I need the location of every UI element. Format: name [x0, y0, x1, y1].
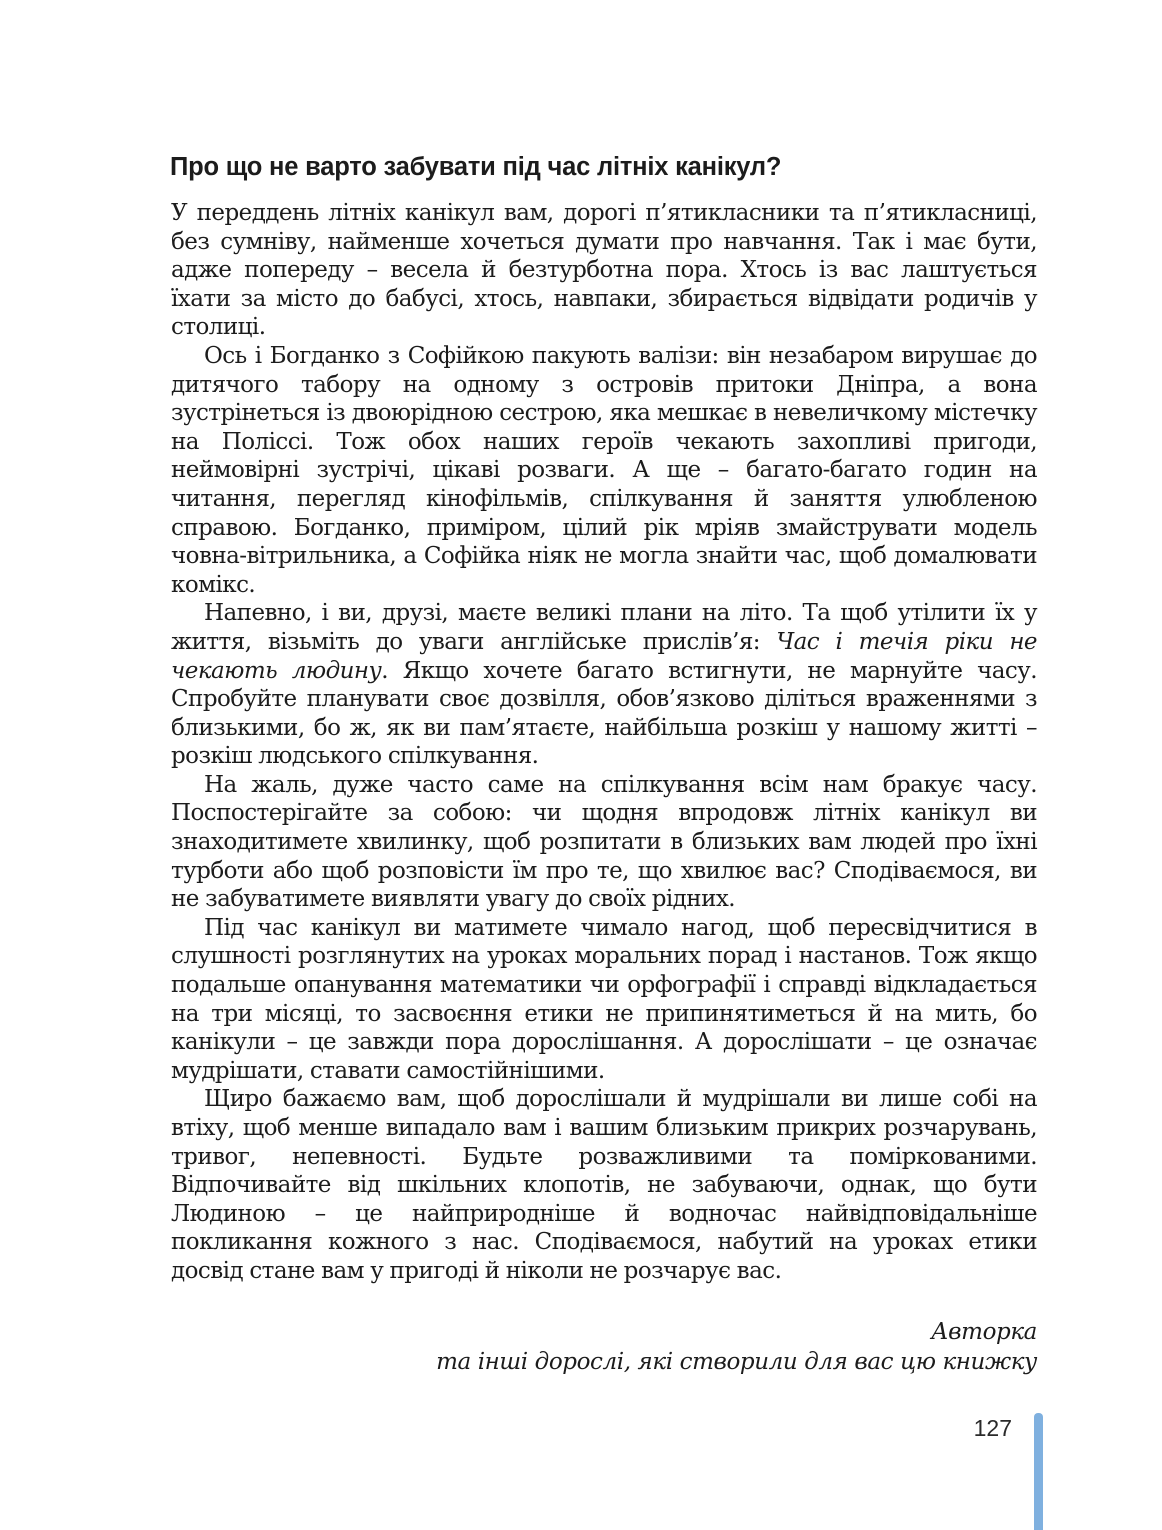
paragraph-3-before: Напевно, і ви, друзі, маєте великі плани на літо. Та щоб утілити їх у життя, візьміть до уваги англійське прислів’я:: [171, 600, 1037, 655]
paragraph-3-after: . Якщо хочете багато встигнути, не марнуйте часу. Спробуйте планувати своє дозвілля, обов’язково діліться враженнями з близькими, бо ж, як ви пам’ятаєте, найбільша розкіш у нашому житті – розкіш людського спілкування.: [171, 657, 1037, 770]
paragraph-1: У переддень літніх канікул вам, дорогі п’ятикласники та п’ятикласниці, без сумніву, найменше хочеться думати про навчання. Так і має бути, адже попереду – весела й безтурботна пора. Хтось із вас лаштується їхати за місто до бабусі, хтось, навпаки, збирається відвідати родичів у столиці.: [171, 200, 1037, 341]
section-heading: Про що не варто забувати під час літніх канікул?: [170, 153, 782, 181]
signature: [277, 1317, 1037, 1377]
paragraph-3: [171, 599, 1037, 771]
paragraph-6: Щиро бажаємо вам, щоб дорослішали й мудрішали ви лише собі на втіху, щоб менше випадало вам і вашим близьким прикрих розчарувань, тривог, непевності. Будьте розважливими та поміркованими. Відпочивайте від шкільних клопотів, не забуваючи, однак, що бути Людиною – це найприродніше й водночас найвідповідальніше покликання кожного з нас. Сподіваємося, набутий на уроках етики досвід стане вам у пригоді й ніколи не розчарує вас.: [171, 1086, 1037, 1284]
paragraph-4: На жаль, дуже часто саме на спілкування всім нам бракує часу. Поспостерігайте за собою: чи щодня впродовж літніх канікул ви знаходитимете хвилинку, щоб розпитати в близьких вам людей про їхні турботи або щоб розповісти їм про те, що хвилює вас? Сподіваємося, ви не забуватимете виявляти увагу до своїх рідних.: [171, 771, 1037, 913]
signature-line-1: Авторка: [931, 1319, 1037, 1345]
page-number: 127: [973, 1415, 1012, 1441]
paragraph-5: Під час канікул ви матимете чимало нагод, щоб пересвідчитися в слушності розглянутих на уроках моральних порад і настанов. Тож якщо подальше опанування математики чи орфографії і справді відкладається на три місяці, то засвоєння етики не припинятиметься й на мить, бо канікули – це завжди пора дорослішання. А дорослішати – це означає мудрішати, ставати самостійнішими.: [171, 914, 1037, 1084]
proverb-quote: Час і течія ріки не чекають людину: [171, 628, 1037, 684]
page-edge-marker: [1034, 1413, 1043, 1530]
paragraph-2: Ось і Богданко з Софійкою пакують валізи: він незабаром вирушає до дитячого табору на одному з островів притоки Дніпра, а вона зустрінеться із двоюрідною сестрою, яка мешкає в невеличкому містечку на Поліссі. Тож обох наших героїв чекають захопливі пригоди, неймовірні зустрічі, цікаві розваги. А ще – багато-багато годин на читання, перегляд кінофільмів, спілкування й заняття улюбленою справою. Богданко, приміром, цілий рік мріяв змайструвати модель човна-вітрильника, а Софійка ніяк не могла знайти час, щоб домалювати комікс.: [171, 342, 1037, 598]
body-text: [171, 199, 1037, 1286]
signature-line-2: та інші дорослі, які створили для вас цю книжку: [436, 1349, 1037, 1375]
